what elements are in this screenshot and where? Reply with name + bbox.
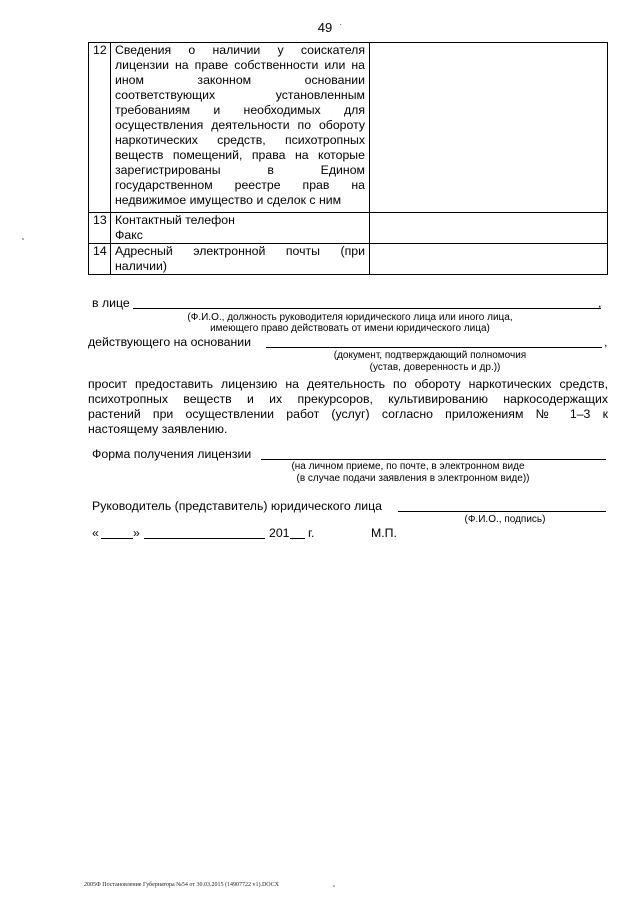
desc-line: требованиям и необходимых для: [115, 103, 365, 117]
desc-line: осуществления деятельности по обороту: [115, 118, 365, 132]
head-hint: (Ф.И.О., подпись): [464, 514, 546, 525]
desc-line: веществ помещений, права на которые: [115, 148, 365, 162]
desc-line: лицензии на праве собственности или на: [115, 58, 365, 72]
desc-line: наркотических средств, психотропных: [115, 133, 365, 147]
row-value-field[interactable]: [370, 43, 608, 213]
receipt-hint-line-1: (на личном приеме, по почте, в электронном виде: [291, 461, 525, 472]
desc-line: Сведения о наличии у соискателя: [115, 43, 365, 57]
basis-hint-line-2: (устав, доверенность и др.)): [369, 362, 501, 373]
desc-line: наличии): [115, 259, 167, 273]
page-number: 49 ·: [317, 19, 343, 35]
head-signature-field[interactable]: [398, 511, 606, 512]
receipt-hint-line-2: (в случае подачи заявления в электронном виде)): [296, 473, 530, 484]
receipt-label: Форма получения лицензии: [92, 447, 252, 461]
desc-line: ином законном основании: [115, 73, 365, 87]
desc-line: недвижимое имущество и сделок с ним: [115, 193, 342, 207]
row-number: 12: [89, 43, 111, 213]
footer-document-reference: 2005Ф Постановление Губернатора №54 от 30.03.2015 (14907722 v1).DOCX: [84, 882, 279, 888]
basis-label: действующего на основании: [88, 335, 252, 349]
person-blank-field[interactable]: [133, 308, 601, 309]
row-description: [111, 43, 370, 213]
desc-line: соответствующих установленным: [115, 88, 365, 102]
scan-speck: [333, 885, 335, 887]
request-line: просит предоставить лицензию на деятельность по обороту наркотических средств,: [88, 377, 608, 391]
request-line: настоящему заявлению.: [88, 422, 228, 436]
person-comma: ,: [598, 296, 602, 310]
basis-blank-field[interactable]: [266, 347, 602, 348]
person-hint-line-2: имеющего право действовать от имени юридического лица): [210, 323, 490, 334]
desc-line: Факс: [115, 228, 143, 242]
row-value-field[interactable]: [370, 244, 608, 275]
date-open-quote: «: [92, 526, 99, 540]
row-number: 13: [89, 213, 111, 244]
basis-hint-line-1: (документ, подтверждающий полномочия: [333, 350, 527, 361]
desc-line: государственном реестре прав на: [115, 178, 365, 192]
desc-line: Адресный электронной почты (при: [115, 244, 365, 258]
person-hint-line-1: (Ф.И.О., должность руководителя юридического лица или иного лица,: [187, 312, 513, 323]
person-label: в лице: [92, 296, 130, 310]
table-row-14: [89, 244, 608, 275]
date-day-field[interactable]: [101, 538, 133, 539]
date-close-quote: »: [133, 526, 140, 540]
row-description: [111, 213, 370, 244]
request-paragraph: [88, 377, 608, 437]
row-number: 14: [89, 244, 111, 275]
row-description: [111, 244, 370, 275]
date-month-field[interactable]: [144, 538, 265, 539]
table-row-12: [89, 43, 608, 213]
desc-line: зарегистрированы в Едином: [115, 163, 365, 177]
year-suffix: г.: [308, 526, 315, 540]
desc-line: Контактный телефон: [115, 213, 235, 227]
table-row-13: [89, 213, 608, 244]
year-prefix: 201: [269, 526, 290, 540]
basis-comma: ,: [604, 335, 608, 349]
speck-mark: ·: [339, 19, 343, 30]
scan-speck: [22, 238, 24, 240]
application-table: [88, 42, 608, 275]
stamp-label: М.П.: [371, 526, 397, 540]
head-label: Руководитель (представитель) юридического лица: [92, 499, 382, 513]
request-line: психотропных веществ и их прекурсоров, культивированию наркосодержащих: [88, 392, 608, 406]
row-value-field[interactable]: [370, 213, 608, 244]
request-line: растений при осуществлении работ (услуг) согласно приложениям № 1–3 к: [88, 407, 608, 421]
date-year-field[interactable]: [290, 538, 305, 539]
